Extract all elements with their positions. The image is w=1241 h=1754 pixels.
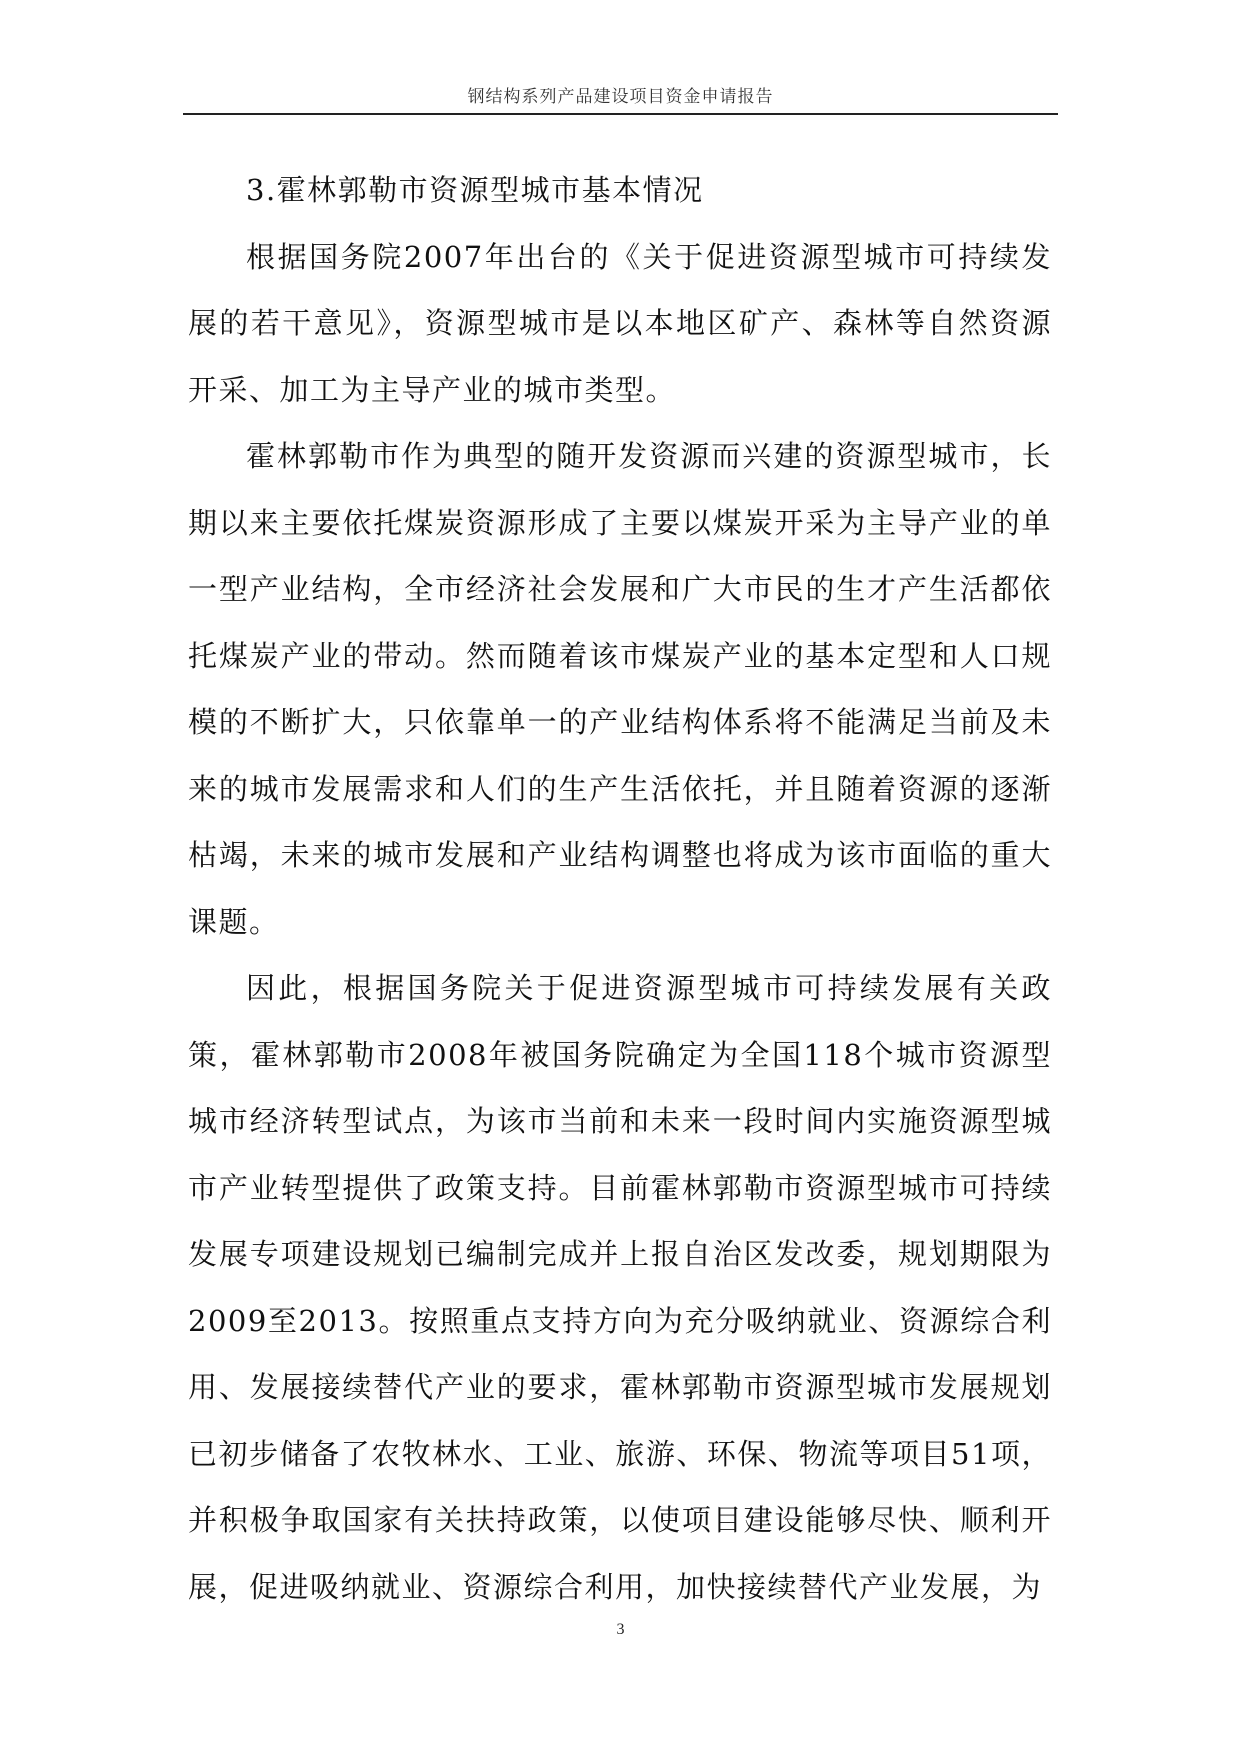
section-heading: 3.霍林郭勒市资源型城市基本情况 (246, 173, 704, 207)
running-header: 钢结构系列产品建设项目资金申请报告 (467, 87, 774, 107)
body-text (188, 157, 1052, 1620)
paragraph: 霍林郭勒市作为典型的随开发资源而兴建的资源型城市，长期以来主要依托煤炭资源形成了主要以煤炭开采为主导产业的单一型产业结构，全市经济社会发展和广大市民的生才产生活都依托煤炭产业的带动。然而随着该市煤炭产业的基本定型和人口规模的不断扩大，只依靠单一的产业结构体系将不能满足当前及未来的城市发展需求和人们的生产生活依托，并且随着资源的逐渐枯竭，未来的城市发展和产业结构调整也将成为该市面临的重大课题。 (188, 439, 1052, 939)
header-rule (183, 113, 1058, 115)
page-number: 3 (616, 1621, 625, 1638)
paragraph: 因此，根据国务院关于促进资源型城市可持续发展有关政策，霍林郭勒市2008年被国务院确定为全国118个城市资源型城市经济转型试点，为该市当前和未来一段时间内实施资源型城市产业转型提供了政策支持。目前霍林郭勒市资源型城市可持续发展专项建设规划已编制完成并上报自治区发改委，规划期限为2009至2013。按照重点支持方向为充分吸纳就业、资源综合利用、发展接续替代产业的要求，霍林郭勒市资源型城市发展规划已初步储备了农牧林水、工业、旅游、环保、物流等项目51项，并积极争取国家有关扶持政策，以使项目建设能够尽快、顺利开展，促进吸纳就业、资源综合利用，加快接续替代产业发展，为 (188, 971, 1052, 1604)
paragraph: 根据国务院2007年出台的《关于促进资源型城市可持续发展的若干意见》，资源型城市是以本地区矿产、森林等自然资源开采、加工为主导产业的城市类型。 (188, 239, 1052, 407)
